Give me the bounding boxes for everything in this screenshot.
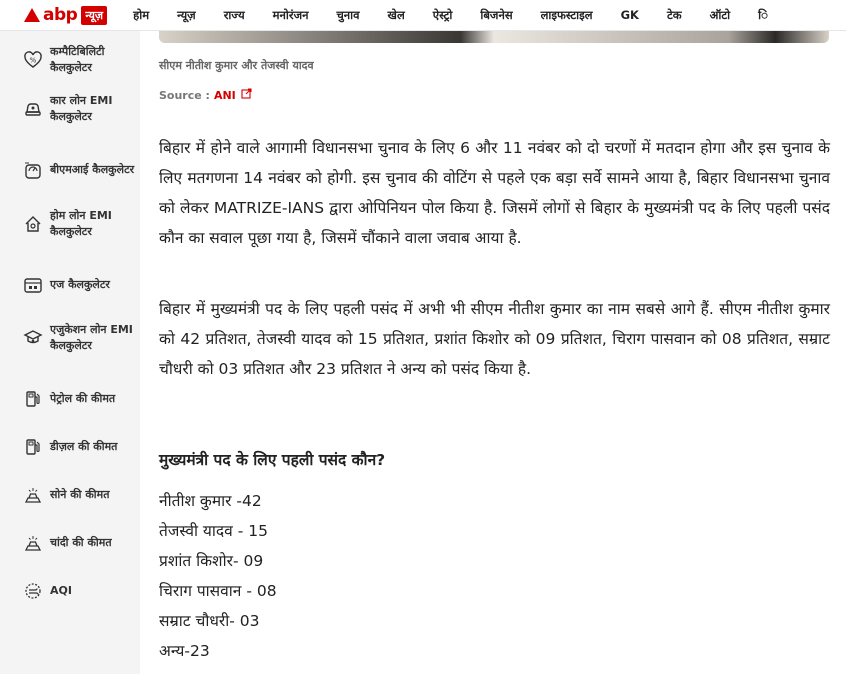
sidebar-item-label: होम लोन EMI कैलकुलेटर [50,209,112,238]
sidebar-item-car-loan[interactable] [22,93,138,125]
sidebar-item-silver-price[interactable] [22,532,138,554]
poll-item: तेजस्वी यादव - 15 [159,522,268,540]
gold-icon [22,484,44,506]
nav-item-elections[interactable]: चुनाव [336,7,360,22]
sidebar-item-label: कम्पैटिबिलिटी कैलकुलेटर [50,45,105,74]
nav-item-auto[interactable]: ऑटो [709,7,731,22]
poll-item: अन्य-23 [159,642,210,660]
sidebar-item-label: सोने की कीमत [50,488,110,501]
nav-item-gk[interactable]: GK [620,7,639,22]
site-logo[interactable] [24,0,107,30]
top-navbar [0,0,846,31]
scale-icon [22,159,44,181]
poll-heading: मुख्यमंत्री पद के लिए पहली पसंद कौन? [159,451,386,469]
poll-item: प्रशांत किशोर- 09 [159,552,264,570]
main-nav [133,8,768,23]
calendar-icon [22,274,44,296]
sidebar-item-education-loan[interactable] [22,322,138,354]
sidebar-item-label: चांदी की कीमत [50,536,112,549]
fuel-pump-icon [22,388,44,410]
heart-percent-icon [22,49,44,71]
sidebar-item-diesel-price[interactable] [22,436,138,458]
poll-item: सम्राट चौधरी- 03 [159,612,260,630]
nav-item-states[interactable]: राज्य [223,7,245,22]
car-icon [22,98,44,120]
nav-item-business[interactable]: बिजनेस [480,7,513,22]
nav-item-tech[interactable]: टेक [666,7,682,22]
sidebar-item-age[interactable] [22,274,138,296]
svg-text:%: % [29,56,37,65]
logo-badge: न्यूज़ [81,6,107,25]
sidebar-item-label: डीज़ल की कीमत [50,440,118,453]
nav-item-lifestyle[interactable]: लाइफस्टाइल [540,7,593,22]
nav-item-astro[interactable]: ऐस्ट्रो [432,7,453,22]
sidebar-item-compatibility[interactable] [22,44,138,76]
source-label: Source : [159,88,210,102]
poll-item: नीतीश कुमार -42 [159,492,262,510]
article-hero-image [159,30,829,43]
poll-item: चिराग पासवान - 08 [159,582,277,600]
sidebar-item-petrol-price[interactable] [22,388,138,410]
logo-triangle-icon [24,8,40,22]
home-icon [22,213,44,235]
source-line [159,88,252,102]
source-link[interactable]: ANI [213,88,236,102]
article-paragraph-1: बिहार में होने वाले आगामी विधानसभा चुनाव के लिए 6 और 11 नवंबर को दो चरणों में मतदान होगा और इस चुनाव के लिए मतगणना 14 नवंबर को होगी. इस चुनाव की वोटिंग से पहले एक बड़ा सर्वे सामने आया है, बिहार विधानसभा चुनाव को लेकर MATRIZE-IANS द्वारा ओपिनियन पोल किया है. जिसमें लोगों से बिहार के मुख्यमंत्री पद के लिए पहली पसंद कौन का सवाल पूछा गया है, जिसमें चौंकाने वाला जवाब आया है. [159,139,830,247]
fuel-pump-icon [22,436,44,458]
sidebar-item-label: कार लोन EMI कैलकुलेटर [50,94,113,123]
sidebar-item-label: बीएमआई कैलकुलेटर [50,163,135,176]
external-link-icon[interactable] [241,88,252,102]
sidebar-item-gold-price[interactable] [22,484,138,506]
sidebar-item-label: पेट्रोल की कीमत [50,392,116,405]
nav-item-home[interactable]: होम [133,7,150,22]
graduation-icon [22,327,44,349]
aqi-icon [22,580,44,602]
logo-text: abp [43,5,78,25]
nav-item-news[interactable]: न्यूज़ [177,7,196,22]
article-paragraph-2: बिहार में मुख्यमंत्री पद के लिए पहली पसंद में अभी भी सीएम नीतीश कुमार का नाम सबसे आगे हैं. सीएम नीतीश कुमार को 42 प्रतिशत, तेजस्वी यादव को 15 प्रतिशत, प्रशांत किशोर को 09 प्रतिशत, चिराग पासवान को 08 प्रतिशत, सम्राट चौधरी को 03 प्रतिशत और 23 प्रतिशत ने अन्य को पसंद किया है. [159,300,830,378]
silver-icon [22,532,44,554]
nav-item-more[interactable]: ि [758,7,768,22]
nav-item-sports[interactable]: खेल [387,7,405,22]
nav-item-entertainment[interactable]: मनोरंजन [272,7,309,22]
sidebar-item-bmi[interactable] [22,159,138,181]
sidebar-item-aqi[interactable] [22,580,138,602]
sidebar [0,31,140,674]
sidebar-item-label: एज कैलकुलेटर [50,278,110,291]
image-caption: सीएम नीतीश कुमार और तेजस्वी यादव [159,59,314,72]
sidebar-item-label: एजुकेशन लोन EMI कैलकुलेटर [50,323,133,352]
sidebar-item-label: AQI [50,584,72,597]
sidebar-item-home-loan[interactable] [22,208,138,240]
